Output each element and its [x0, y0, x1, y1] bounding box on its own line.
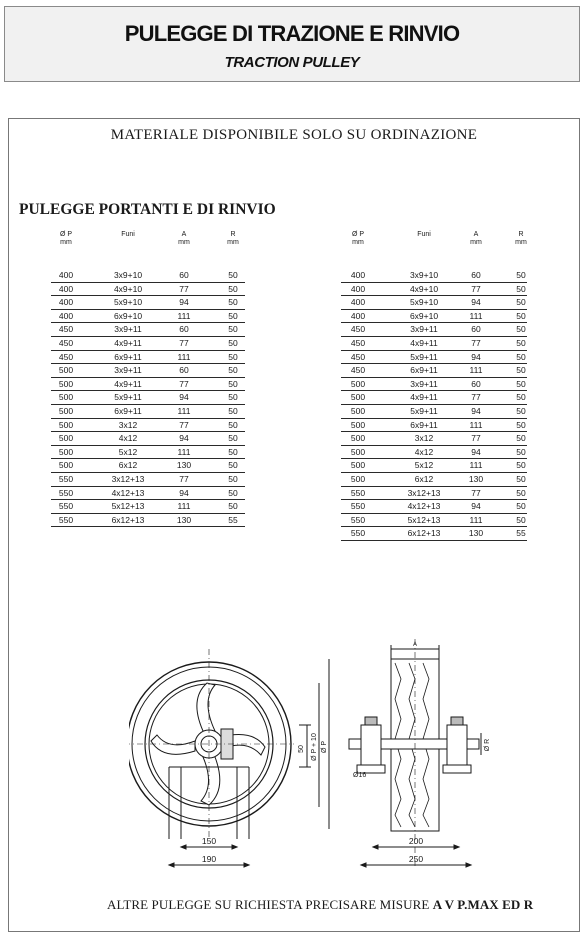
footer-emphasis: A V P.MAX ED R [432, 897, 534, 912]
cell-diameter: 500 [58, 365, 74, 376]
cell-a: 60 [179, 324, 189, 335]
cell-ropes: 3x12+13 [407, 487, 441, 498]
col-r-header [221, 231, 245, 246]
table-row [341, 269, 525, 283]
cell-a: 94 [179, 297, 189, 308]
table-row [51, 446, 241, 460]
cell-a: 130 [176, 460, 192, 471]
cell-diameter: 500 [350, 433, 366, 444]
cell-diameter: 400 [58, 310, 74, 321]
cell-diameter: 500 [350, 419, 366, 430]
table-row [51, 310, 241, 324]
cell-r: 50 [516, 297, 526, 308]
cell-ropes: 6x9+11 [410, 365, 438, 376]
cell-r: 55 [228, 514, 238, 525]
pulley-technical-drawing [129, 639, 549, 884]
table-row [51, 514, 241, 528]
cell-diameter: 500 [350, 473, 366, 484]
cell-diameter: 500 [58, 405, 74, 416]
cell-r: 50 [516, 270, 526, 280]
cell-a: 94 [471, 405, 481, 416]
cell-diameter: 400 [58, 297, 74, 308]
col-a-unit: mm [178, 238, 190, 246]
cell-ropes: 6x12 [414, 473, 434, 484]
dim-r-label: Ø R [484, 738, 491, 752]
table-row [341, 419, 525, 433]
cell-a: 77 [471, 487, 481, 498]
dim-16-label: Ø16 [353, 772, 367, 779]
cell-a: 77 [179, 378, 189, 389]
cell-r: 50 [228, 270, 238, 280]
cell-a: 94 [471, 446, 481, 457]
cell-r: 50 [228, 392, 238, 403]
table-row [51, 459, 241, 473]
table-row [341, 487, 525, 501]
table-row [341, 323, 525, 337]
pulley-front-view [129, 649, 294, 839]
cell-a: 130 [468, 473, 484, 484]
dim-50-label: 50 [298, 745, 305, 753]
dim-150-label: 150 [201, 836, 217, 846]
cell-diameter: 450 [58, 324, 74, 335]
cell-ropes: 6x12 [118, 460, 138, 471]
cell-diameter: 550 [350, 528, 366, 539]
header-banner [4, 6, 580, 82]
cell-ropes: 3x12 [118, 419, 138, 430]
table-row [341, 364, 525, 378]
cell-diameter: 500 [58, 378, 74, 389]
cell-r: 50 [228, 433, 238, 444]
cell-diameter: 500 [58, 392, 74, 403]
cell-r: 50 [228, 324, 238, 335]
cell-a: 60 [471, 378, 481, 389]
cell-r: 50 [516, 378, 526, 389]
cell-diameter: 500 [58, 460, 74, 471]
col-diameter-label: Ø P [351, 231, 365, 238]
row-divider [341, 540, 527, 541]
cell-diameter: 500 [350, 378, 366, 389]
table-row [341, 296, 525, 310]
cell-diameter: 400 [350, 310, 366, 321]
cell-diameter: 450 [350, 324, 366, 335]
cell-a: 77 [179, 419, 189, 430]
table-row [51, 405, 241, 419]
table-body [51, 269, 241, 527]
cell-ropes: 6x9+11 [114, 405, 142, 416]
cell-a: 77 [179, 337, 189, 348]
cell-ropes: 3x9+11 [410, 324, 438, 335]
cell-a: 111 [469, 419, 483, 430]
cell-r: 50 [516, 365, 526, 376]
dim-a-label: A [412, 642, 418, 648]
cell-r: 50 [228, 501, 238, 512]
table-row [51, 269, 241, 283]
cell-ropes: 5x12+13 [407, 514, 441, 525]
cell-a: 111 [469, 310, 483, 321]
table-row [341, 500, 525, 514]
cell-r: 50 [228, 351, 238, 362]
cell-r: 50 [228, 446, 238, 457]
dim-p-label: Ø P [321, 740, 328, 754]
col-r-label: R [230, 231, 236, 238]
cell-diameter: 450 [58, 337, 74, 348]
dim-250-label: 250 [408, 854, 424, 864]
cell-r: 50 [516, 324, 526, 335]
cell-diameter: 550 [58, 514, 74, 525]
cell-r: 50 [228, 310, 238, 321]
cell-a: 77 [179, 283, 189, 294]
cell-diameter: 400 [350, 283, 366, 294]
pulley-side-view [349, 639, 479, 869]
dim-190-label: 190 [201, 854, 217, 864]
col-ropes-header: Funi [121, 231, 135, 238]
col-a-label: A [473, 231, 479, 238]
cell-ropes: 4x9+10 [113, 283, 143, 294]
cell-diameter: 450 [350, 337, 366, 348]
cell-r: 50 [228, 283, 238, 294]
footer-note [107, 897, 533, 913]
dim-p10-label: Ø P + 10 [311, 733, 318, 761]
cell-ropes: 4x9+11 [410, 392, 438, 403]
cell-ropes: 3x9+11 [114, 324, 142, 335]
table-row [341, 459, 525, 473]
table-row [51, 351, 241, 365]
cell-r: 50 [516, 460, 526, 471]
cell-r: 50 [228, 365, 238, 376]
cell-ropes: 3x9+10 [409, 270, 439, 280]
table-header [51, 231, 241, 253]
cell-a: 94 [179, 433, 189, 444]
cell-a: 94 [471, 351, 481, 362]
cell-a: 111 [177, 405, 191, 416]
cell-a: 94 [179, 487, 189, 498]
table-row [341, 446, 525, 460]
dim-200-label: 200 [408, 836, 424, 846]
cell-ropes: 6x12+13 [407, 528, 441, 539]
cell-a: 77 [471, 392, 481, 403]
cell-diameter: 500 [350, 392, 366, 403]
table-row [341, 310, 525, 324]
cell-diameter: 500 [58, 433, 74, 444]
col-a-unit: mm [470, 238, 482, 246]
cell-diameter: 500 [58, 446, 74, 457]
col-a-label: A [181, 231, 187, 238]
cell-a: 111 [177, 351, 191, 362]
cell-ropes: 3x9+10 [113, 270, 143, 280]
cell-r: 50 [516, 337, 526, 348]
table-row [51, 283, 241, 297]
cell-r: 50 [228, 378, 238, 389]
cell-a: 130 [468, 528, 484, 539]
availability-notice: MATERIALE DISPONIBILE SOLO SU ORDINAZIONE [110, 127, 478, 143]
cell-diameter: 400 [350, 270, 366, 280]
cell-ropes: 5x9+11 [410, 405, 438, 416]
cell-ropes: 3x12 [414, 433, 434, 444]
cell-ropes: 4x12 [414, 446, 434, 457]
cell-diameter: 550 [58, 501, 74, 512]
col-diameter-label: Ø P [59, 231, 73, 238]
cell-r: 50 [228, 405, 238, 416]
cell-diameter: 550 [58, 473, 74, 484]
page-subtitle: TRACTION PULLEY [224, 54, 360, 71]
cell-r: 50 [516, 351, 526, 362]
cell-a: 111 [469, 514, 483, 525]
col-a-header [461, 231, 491, 246]
cell-diameter: 400 [58, 270, 74, 280]
table-row [51, 391, 241, 405]
cell-r: 50 [516, 433, 526, 444]
cell-ropes: 3x12+13 [111, 473, 145, 484]
cell-a: 111 [177, 310, 191, 321]
cell-r: 50 [228, 460, 238, 471]
table-body [341, 269, 525, 541]
cell-r: 50 [516, 487, 526, 498]
cell-diameter: 500 [350, 446, 366, 457]
cell-ropes: 4x12 [118, 433, 138, 444]
cell-ropes: 6x9+11 [114, 351, 142, 362]
page-title: PULEGGE DI TRAZIONE E RINVIO [124, 21, 460, 46]
cell-r: 50 [516, 473, 526, 484]
cell-a: 77 [471, 283, 481, 294]
table-row [51, 337, 241, 351]
cell-r: 50 [516, 392, 526, 403]
col-ropes-header: Funi [417, 231, 431, 238]
row-divider [51, 526, 245, 527]
cell-r: 50 [516, 283, 526, 294]
col-diameter-unit: mm [352, 238, 364, 246]
cell-r: 50 [516, 405, 526, 416]
table-row [341, 405, 525, 419]
cell-diameter: 400 [58, 283, 74, 294]
cell-ropes: 4x9+11 [410, 337, 438, 348]
cell-r: 50 [228, 419, 238, 430]
col-r-unit: mm [227, 238, 239, 246]
cell-a: 111 [469, 460, 483, 471]
cell-a: 60 [179, 270, 189, 280]
cell-diameter: 550 [350, 487, 366, 498]
col-r-unit: mm [515, 238, 527, 246]
table-row [341, 473, 525, 487]
cell-ropes: 3x9+11 [410, 378, 438, 389]
cell-a: 77 [471, 337, 481, 348]
table-row [51, 323, 241, 337]
cell-diameter: 450 [350, 365, 366, 376]
cell-ropes: 5x9+10 [409, 297, 439, 308]
cell-diameter: 550 [350, 514, 366, 525]
cell-ropes: 6x9+10 [113, 310, 143, 321]
table-row [51, 364, 241, 378]
section-title: PULEGGE PORTANTI E DI RINVIO [19, 201, 276, 218]
cell-a: 77 [179, 473, 189, 484]
table-row [51, 473, 241, 487]
cell-r: 50 [516, 501, 526, 512]
cell-ropes: 6x9+10 [409, 310, 439, 321]
table-row [51, 432, 241, 446]
cell-r: 50 [516, 310, 526, 321]
cell-r: 50 [228, 297, 238, 308]
cell-a: 111 [177, 501, 191, 512]
cell-a: 94 [179, 392, 189, 403]
cell-ropes: 4x9+11 [114, 378, 142, 389]
catalog-sheet [8, 118, 580, 932]
cell-ropes: 4x9+10 [409, 283, 439, 294]
cell-a: 77 [471, 433, 481, 444]
cell-a: 130 [176, 514, 192, 525]
table-row [341, 283, 525, 297]
cell-ropes: 4x12+13 [111, 487, 145, 498]
cell-r: 50 [228, 487, 238, 498]
cell-diameter: 500 [350, 460, 366, 471]
col-diameter-header [343, 231, 373, 246]
cell-ropes: 3x9+11 [114, 365, 142, 376]
cell-r: 50 [228, 473, 238, 484]
cell-diameter: 550 [58, 487, 74, 498]
table-header [341, 231, 525, 253]
cell-a: 60 [179, 365, 189, 376]
cell-a: 111 [177, 446, 191, 457]
cell-r: 50 [516, 419, 526, 430]
col-r-header [509, 231, 533, 246]
cell-a: 60 [471, 324, 481, 335]
cell-ropes: 5x9+11 [114, 392, 142, 403]
cell-r: 50 [516, 514, 526, 525]
cell-diameter: 500 [350, 405, 366, 416]
table-row [341, 337, 525, 351]
cell-ropes: 5x12 [118, 446, 138, 457]
cell-ropes: 4x9+11 [114, 337, 142, 348]
col-r-label: R [518, 231, 524, 238]
cell-a: 94 [471, 297, 481, 308]
cell-diameter: 450 [350, 351, 366, 362]
cell-diameter: 550 [350, 501, 366, 512]
col-diameter-unit: mm [60, 238, 72, 246]
cell-r: 55 [516, 528, 526, 539]
cell-a: 94 [471, 501, 481, 512]
cell-ropes: 4x12+13 [407, 501, 441, 512]
cell-ropes: 6x9+11 [410, 419, 438, 430]
footer-text: ALTRE PULEGGE SU RICHIESTA PRECISARE MISURE [107, 897, 430, 912]
table-row [341, 351, 525, 365]
col-a-header [169, 231, 199, 246]
table-row [51, 500, 241, 514]
cell-ropes: 5x9+10 [113, 297, 143, 308]
cell-r: 50 [516, 446, 526, 457]
table-row [51, 487, 241, 501]
table-row [341, 378, 525, 392]
table-row [341, 527, 525, 541]
cell-ropes: 5x9+11 [410, 351, 438, 362]
table-row [341, 514, 525, 528]
table-row [51, 378, 241, 392]
cell-diameter: 450 [58, 351, 74, 362]
col-diameter-header [51, 231, 81, 246]
cell-a: 60 [471, 270, 481, 280]
cell-ropes: 5x12+13 [111, 501, 145, 512]
cell-ropes: 5x12 [414, 460, 434, 471]
cell-diameter: 500 [58, 419, 74, 430]
cell-ropes: 6x12+13 [111, 514, 145, 525]
cell-r: 50 [228, 337, 238, 348]
cell-a: 111 [469, 365, 483, 376]
table-row [51, 419, 241, 433]
table-row [341, 391, 525, 405]
cell-diameter: 400 [350, 297, 366, 308]
table-row [341, 432, 525, 446]
table-row [51, 296, 241, 310]
